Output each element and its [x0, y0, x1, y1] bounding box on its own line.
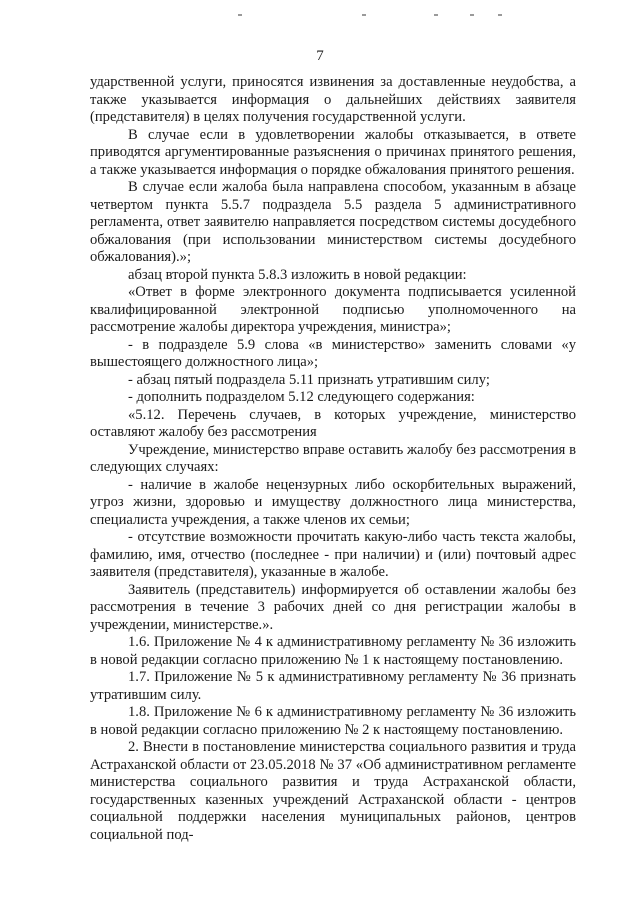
- paragraph: Учреждение, министерство вправе оставить жалобу без рассмотрения в следующих случаях:: [90, 441, 576, 475]
- paragraph: 1.8. Приложение № 6 к административному регламенту № 36 изложить в новой редакции согласно приложению № 2 к настоящему постановлению.: [90, 704, 576, 738]
- paragraph: ударственной услуги, приносятся извинения за доставленные неудобства, а также указывается информация о дальнейших действиях заявителя (представителя) в целях получения государственной услуги.: [90, 74, 576, 125]
- paragraph: - дополнить подразделом 5.12 следующего содержания:: [128, 389, 475, 405]
- paragraph: 1.6. Приложение № 4 к административному регламенту № 36 изложить в новой редакции согласно приложению № 1 к настоящему постановлению.: [90, 634, 576, 668]
- page-number: 7: [316, 48, 324, 64]
- paragraph: В случае если в удовлетворении жалобы отказывается, в ответе приводятся аргументированные разъяснения о причинах принятого решения, а также указывается информация о порядке обжалования принятого решения.: [90, 126, 576, 178]
- paragraph: «Ответ в форме электронного документа подписывается усиленной квалифицированной электронной подписью уполномоченного на рассмотрение жалобы директора учреждения, министра»;: [90, 284, 576, 335]
- paragraph: - наличие в жалобе нецензурных либо оскорбительных выражений, угроз жизни, здоровью и имуществу должностного лица министерства, специалиста учреждения, а также членов их семьи;: [90, 476, 576, 528]
- paragraph: 2. Внести в постановление министерства социального развития и труда Астраханской области от 23.05.2018 № 37 «Об административном регламенте министерства социального развития и труда Астраханской области, государственных казенных учреждений Астраханской области - центров социальной поддержки населения муниципальных районов, центров социальной под-: [90, 739, 576, 843]
- scan-mark: [238, 14, 242, 16]
- scan-mark: [434, 14, 438, 16]
- paragraph: 1.7. Приложение № 5 к административному регламенту № 36 признать утратившим силу.: [90, 669, 576, 703]
- paragraph: - абзац пятый подраздела 5.11 признать утратившим силу;: [128, 371, 490, 388]
- body-text: [90, 74, 576, 844]
- paragraph: - отсутствие возможности прочитать какую-либо часть текста жалобы, фамилию, имя, отчество (последнее - при наличии) и (или) почтовый адрес заявителя (представителя), указанные в жалобе.: [90, 529, 576, 580]
- scan-mark: [470, 14, 474, 16]
- paragraph: Заявитель (представитель) информируется об оставлении жалобы без рассмотрения в течение 3 рабочих дней со дня регистрации жалобы в учреждении, министерстве.».: [90, 581, 576, 633]
- scan-marks: [0, 14, 640, 24]
- paragraph: «5.12. Перечень случаев, в которых учреждение, министерство оставляют жалобу без рассмотрения: [90, 406, 576, 440]
- scan-mark: [362, 14, 366, 16]
- paragraph: абзац второй пункта 5.8.3 изложить в новой редакции:: [128, 266, 467, 283]
- paragraph: В случае если жалоба была направлена способом, указанным в абзаце четвертом пункта 5.5.7 подраздела 5.5 раздела 5 административного регламента, ответ заявителю направляется посредством системы досудебного обжалования (при использовании министерством системы досудебного обжалования).»;: [90, 179, 576, 265]
- scan-mark: [498, 14, 502, 16]
- paragraph: - в подразделе 5.9 слова «в министерство» заменить словами «у вышестоящего должностного лица»;: [90, 336, 576, 370]
